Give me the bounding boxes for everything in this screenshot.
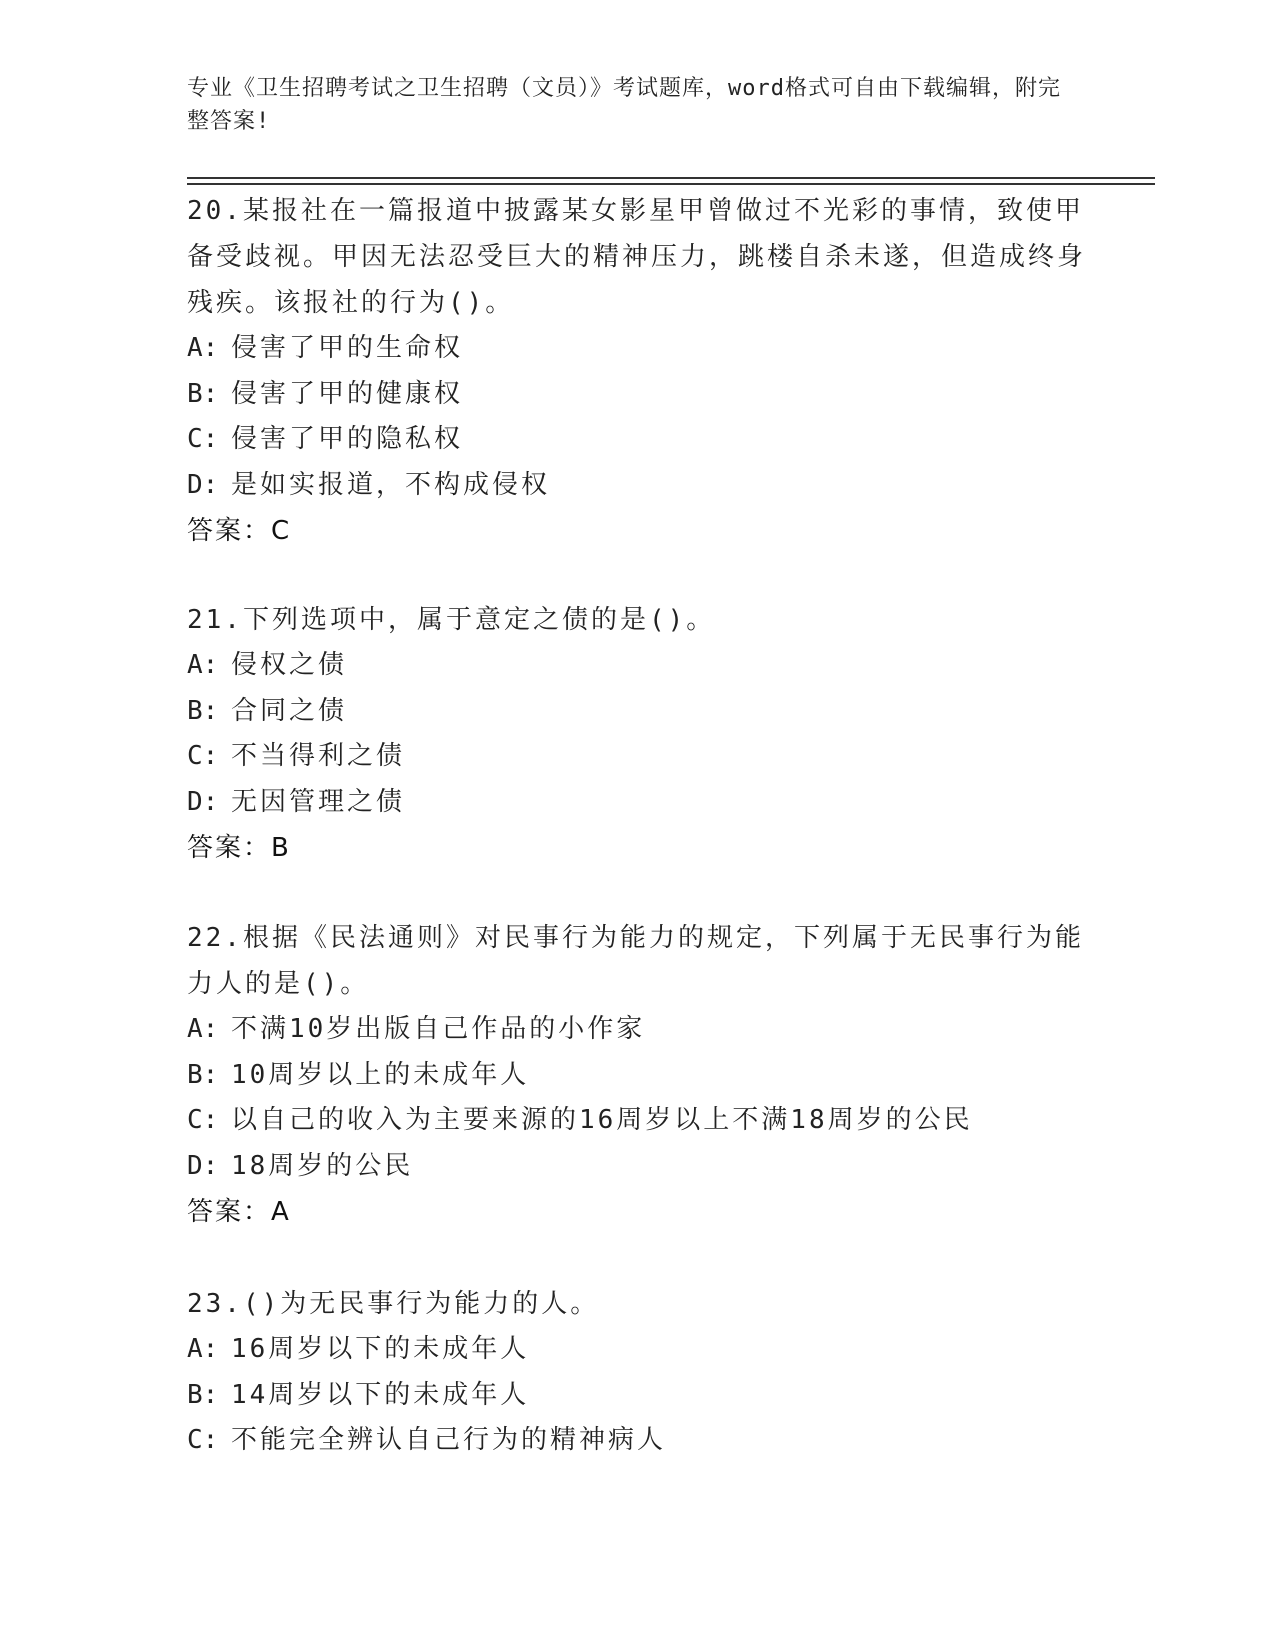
option-key: A: — [187, 1334, 219, 1364]
document-header: 专业《卫生招聘考试之卫生招聘（文员）》考试题库，word格式可自由下载编辑，附完整答案! — [187, 76, 1061, 134]
header-divider-bottom — [187, 183, 1155, 185]
question-21 — [187, 597, 1087, 871]
option-text: 侵害了甲的隐私权 — [231, 424, 464, 454]
option-a — [187, 326, 1087, 372]
question-stem: 22.根据《民法通则》对民事行为能力的规定，下列属于无民事行为能力人的是()。 — [187, 923, 1084, 999]
option-text: 不满10岁出版自己作品的小作家 — [231, 1014, 646, 1044]
option-c — [187, 417, 1087, 463]
option-a — [187, 1327, 1087, 1373]
option-text: 14周岁以下的未成年人 — [231, 1379, 530, 1410]
option-c — [187, 734, 1087, 780]
option-key: D: — [187, 1150, 219, 1181]
answer-line: 答案：B — [187, 833, 291, 863]
option-text: 不当得利之债 — [231, 741, 406, 771]
option-key: B: — [187, 1379, 219, 1410]
option-key: C: — [187, 424, 219, 454]
option-text: 合同之债 — [231, 695, 348, 726]
option-text: 是如实报道，不构成侵权 — [231, 469, 551, 500]
option-key: B: — [187, 378, 219, 409]
option-b — [187, 372, 1087, 418]
option-key: B: — [187, 1059, 219, 1090]
option-key: A: — [187, 650, 219, 680]
option-b — [187, 1373, 1087, 1419]
question-stem: 23.()为无民事行为能力的人。 — [187, 1289, 600, 1319]
option-a — [187, 1007, 1087, 1053]
answer-line: 答案：A — [187, 1197, 291, 1227]
question-23 — [187, 1281, 1087, 1464]
question-stem: 20.某报社在一篇报道中披露某女影星甲曾做过不光彩的事情，致使甲备受歧视。甲因无法忍受巨大的精神压力，跳楼自杀未遂，但造成终身残疾。该报社的行为()。 — [187, 196, 1087, 318]
option-text: 不能完全辨认自己行为的精神病人 — [231, 1425, 667, 1455]
question-stem: 21.下列选项中，属于意定之债的是()。 — [187, 605, 716, 635]
option-text: 以自己的收入为主要来源的16周岁以上不满18周岁的公民 — [231, 1105, 973, 1135]
option-key: B: — [187, 695, 219, 726]
option-d — [187, 780, 1087, 826]
option-text: 18周岁的公民 — [231, 1150, 414, 1181]
option-key: A: — [187, 333, 219, 363]
option-b — [187, 689, 1087, 735]
option-key: D: — [187, 786, 219, 817]
option-c — [187, 1418, 1087, 1464]
option-d — [187, 463, 1087, 509]
option-d — [187, 1144, 1087, 1190]
question-20 — [187, 188, 1087, 554]
option-text: 10周岁以上的未成年人 — [231, 1059, 530, 1090]
option-text: 16周岁以下的未成年人 — [231, 1334, 530, 1364]
option-b — [187, 1053, 1087, 1099]
option-text: 侵权之债 — [231, 650, 348, 680]
option-key: C: — [187, 1425, 219, 1455]
option-text: 侵害了甲的健康权 — [231, 378, 464, 409]
option-c — [187, 1098, 1087, 1144]
option-a — [187, 643, 1087, 689]
option-key: C: — [187, 1105, 219, 1135]
header-divider-top — [187, 177, 1155, 179]
option-key: A: — [187, 1014, 219, 1044]
question-22 — [187, 915, 1087, 1235]
option-text: 侵害了甲的生命权 — [231, 333, 464, 363]
option-key: C: — [187, 741, 219, 771]
option-text: 无因管理之债 — [231, 786, 406, 817]
answer-line: 答案：C — [187, 516, 292, 546]
option-key: D: — [187, 469, 219, 500]
